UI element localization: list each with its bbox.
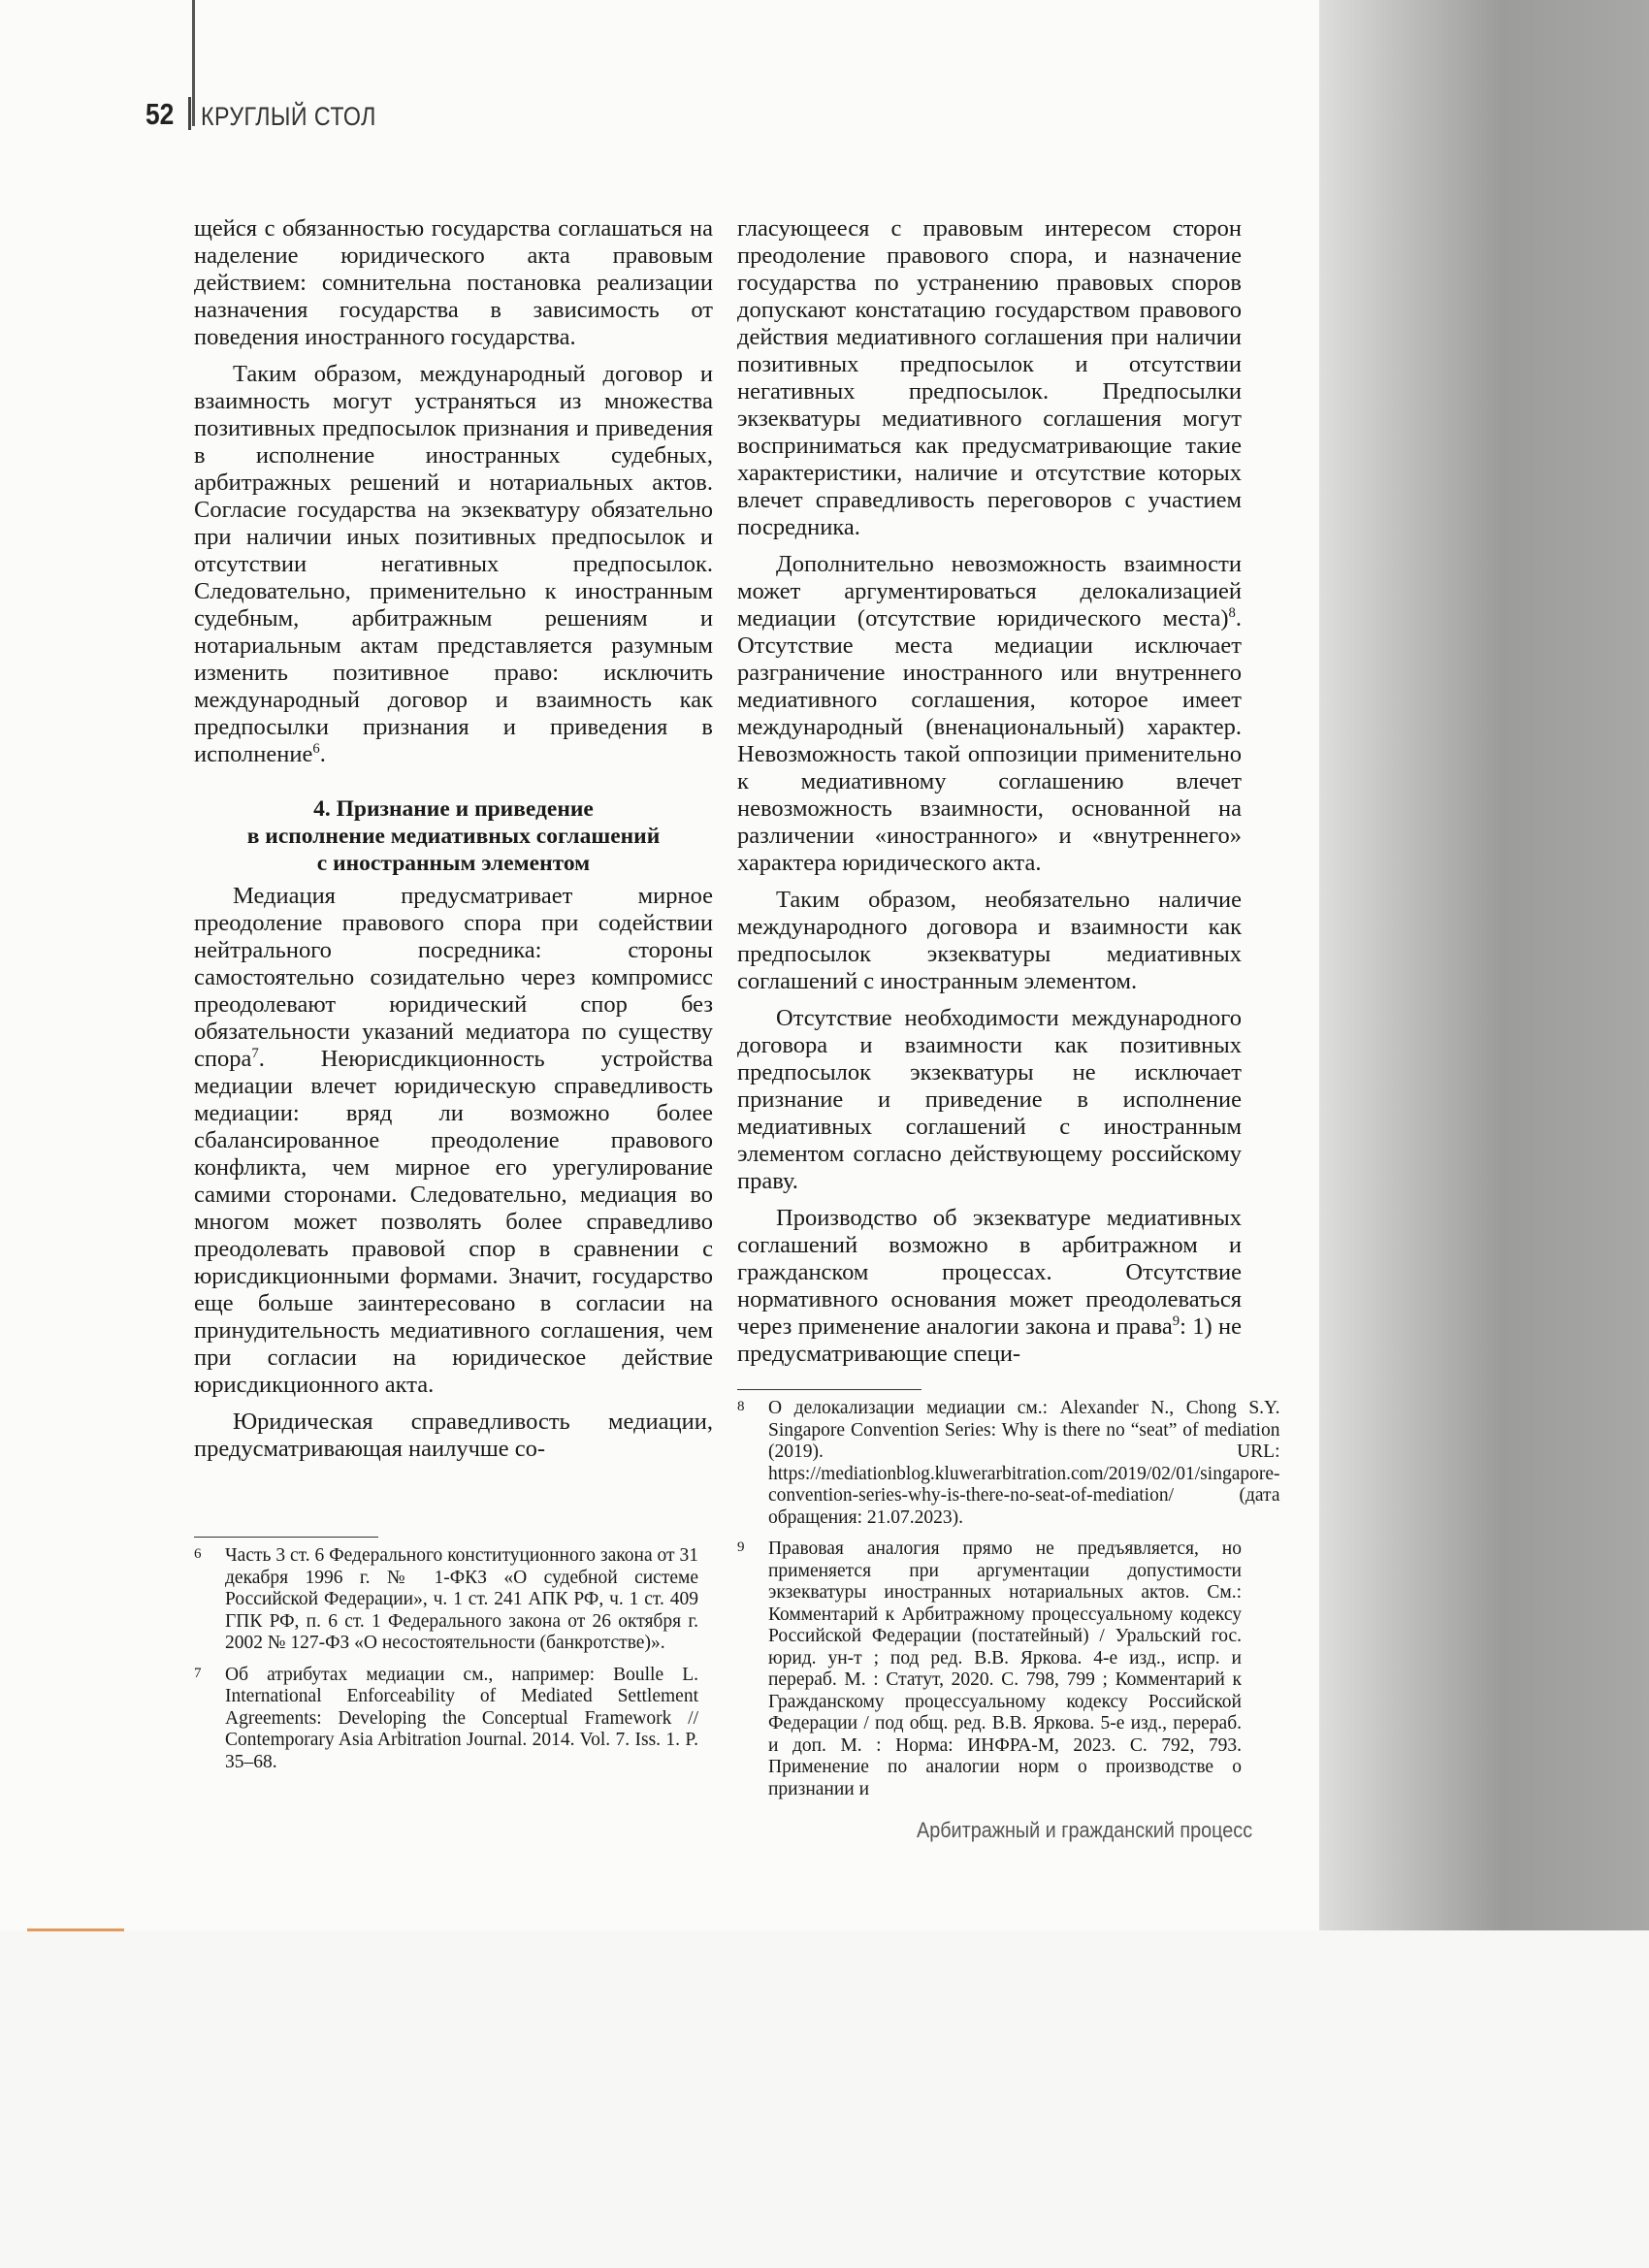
footnote-ref[interactable]: 8	[1228, 604, 1236, 621]
footnote	[737, 1539, 1242, 1800]
footnote-ref[interactable]: 7	[251, 1045, 259, 1061]
footnote-number: 8	[737, 1399, 745, 1414]
footnotes-right	[737, 1389, 1280, 1810]
paragraph: Таким образом, необязательно наличие международного договора и взаимности как предпосылок экзекватуры медиативных соглашений с иностранным элементом.	[737, 887, 1242, 994]
paragraph: Юридическая справедливость медиации, предусматривающая наилучше со-	[194, 1409, 713, 1462]
footnotes-left	[194, 1537, 698, 1783]
footnote-ref[interactable]: 9	[1172, 1312, 1180, 1329]
orange-mark	[27, 1928, 124, 1931]
footnote-number: 7	[194, 1665, 202, 1681]
scan-shadow	[1280, 0, 1649, 1930]
footnote-text: Правовая аналогия прямо не предъявляется, но применяется при аргументации допустимости экзекватуры иностранных нотариальных актов. См.: Комментарий к Арбитражному процессуальному кодексу Российской Федерации (постатейный) / Уральский гос. юрид. ун-т ; под ред. В.В. Яркова. 4-е изд., испр. и перераб. М. : Статут, 2020. С. 798, 799 ; Комментарий к Гражданскому процессуальному кодексу Российской Федерации / под общ. ред. В.В. Яркова. 5-е изд., перераб. и доп. М. : Норма: ИНФРА-М, 2023. С. 792, 793. Применение по аналогии норм о производстве о признании и	[768, 1539, 1242, 1799]
running-footer: Арбитражный и гражданский процесс	[917, 1818, 1253, 1842]
page-number: 52	[146, 97, 175, 131]
scanner-background	[0, 1930, 1649, 2268]
section-heading: 4. Признание и приведение в исполнение медиативных соглашений с иностранным элементом	[246, 796, 661, 876]
footnote	[737, 1398, 1280, 1529]
footnote-ref[interactable]: 6	[312, 740, 320, 757]
footnote-text: Об атрибутах медиации см., например: Boulle L. International Enforceability of Mediated Settlement Agreements: Developing the Conceptual Framework // Contemporary Asia Arbitration Journal. 2014. Vol. 7. Iss. 1. P. 35–68.	[225, 1664, 698, 1772]
footnote-number: 6	[194, 1546, 202, 1562]
paragraph: Отсутствие необходимости международного договора и взаимности как позитивных предпосылок экзекватуры не исключает признание и приведение в исполнение медиативных соглашений с иностранным элементом согласно действующему российскому праву.	[737, 1005, 1242, 1194]
paragraph: щейся с обязанностью государства соглашаться на наделение юридического акта правовым действием: сомнительна постановка реализации назначения государства в зависимость от поведения иностранного государства.	[194, 215, 713, 350]
paragraph: Таким образом, международный договор и взаимность могут устраняться из множества позитивных предпосылок признания и приведения в исполнение иностранных судебных, арбитражных решений и нотариальных актов. Согласие государства на экзекватуру обязательно при наличии иных позитивных предпосылок и отсутствии негативных предпосылок. Следовательно, применительно к иностранным судебным, арбитражным решениям и нотариальным актам представляется разумным изменить позитивное право: исключить международный договор и взаимность как предпосылки признания и приведения в исполнение$^6$.	[194, 361, 713, 767]
footnote-rule	[194, 1537, 378, 1538]
section-name: КРУГЛЫЙ СТОЛ	[201, 102, 377, 131]
left-column	[194, 215, 713, 1463]
footnote-rule	[737, 1389, 922, 1390]
running-header	[146, 93, 405, 132]
footnote-text: Часть 3 ст. 6 Федерального конституционного закона от 31 декабря 1996 г. № 1-ФКЗ «О судебной системе Российской Федерации», ч. 1 ст. 241 АПК РФ, ч. 1 ст. 409 ГПК РФ, п. 6 ст. 1 Федерального закона от 26 октября г. 2002 № 127-ФЗ «О несостоятельности (банкротстве)».	[225, 1545, 698, 1653]
right-column	[737, 215, 1242, 1368]
paragraph: гласующееся с правовым интересом сторон преодоление правового спора, и назначение государства по устранению правовых споров допускают констатацию государством правового действия медиативного соглашения при наличии позитивных предпосылок и отсутствии негативных предпосылок. Предпосылки экзекватуры медиативного соглашения могут восприниматься как предусматривающие такие характеристики, наличие и отсутствие которых влечет справедливость переговоров с участием посредника.	[737, 215, 1242, 540]
paragraph: Медиация предусматривает мирное преодоление правового спора при содействии нейтрального посредника: стороны самостоятельно созидательно через компромисс преодолевают юридический спор без обязательности указаний медиатора по существу спора$^7$. Неюрисдикционность устройства медиации влечет юридическую справедливость медиации: вряд ли возможно более сбалансированное преодоление правового конфликта, чем мирное его урегулирование самими сторонами. Следовательно, медиация во многом может позволять более справедливо преодолевать правовой спор в сравнении с юрисдикционными формами. Значит, государство еще больше заинтересовано в согласии на принудительность медиативного соглашения, чем при согласии на юридическое действие юрисдикционного акта.	[194, 883, 713, 1398]
footnote	[194, 1545, 698, 1655]
footnote	[194, 1665, 698, 1774]
footnote-number: 9	[737, 1539, 745, 1555]
footnote-text: О делокализации медиации см.: Alexander N., Chong S.Y. Singapore Convention Series: Why is there no “seat” of mediation (2019). URL: https://mediationblog.kluwerarbitration.com/2019/02/01/singapore-convention-series-why-is-there-no-seat-of-mediation/ (дата обращения: 21.07.2023).	[768, 1398, 1280, 1528]
header-separator	[188, 97, 191, 130]
paragraph: Дополнительно невозможность взаимности может аргументироваться делокализацией медиации (отсутствие юридического места)$^8$. Отсутствие места медиации исключает разграничение иностранного или внутреннего медиативного соглашения, которое имеет международный (вненациональный) характер. Невозможность такой оппозиции применительно к медиативному соглашению влечет невозможность взаимности, основанной на различении «иностранного» и «внутреннего» характера юридического акта.	[737, 551, 1242, 876]
paragraph: Производство об экзекватуре медиативных соглашений возможно в арбитражном и гражданском процессах. Отсутствие нормативного основания может преодолеваться через применение аналогии закона и права$^9$: 1) не предусматривающие специ-	[737, 1205, 1243, 1367]
